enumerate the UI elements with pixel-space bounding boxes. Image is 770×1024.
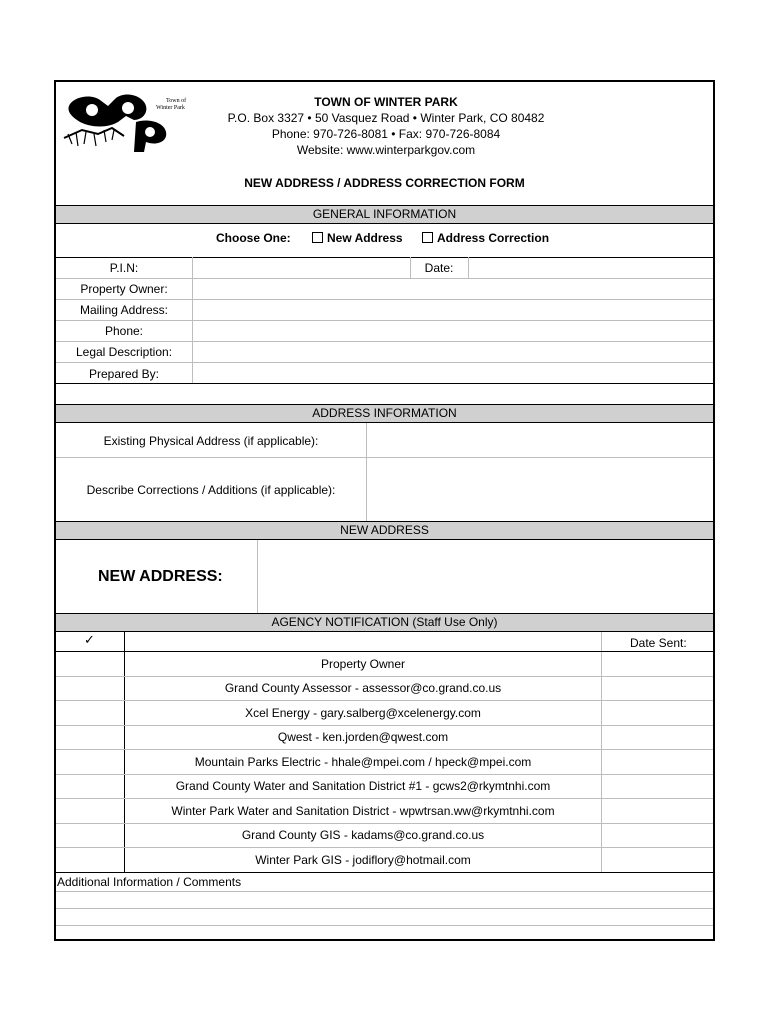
new-address-label: NEW ADDRESS: (98, 568, 223, 585)
logo-text-line1: Town of (166, 98, 187, 104)
agency-section-title: AGENCY NOTIFICATION (Staff Use Only) (56, 613, 713, 632)
new-address-section-title: NEW ADDRESS (56, 521, 713, 540)
pin-label: P.I.N: (109, 261, 139, 275)
agency-row: Qwest - ken.jorden@qwest.com (277, 730, 449, 744)
address-correction-option-label: Address Correction (437, 231, 550, 245)
org-website: Website: www.winterparkgov.com (296, 143, 476, 157)
agency-row: Xcel Energy - gary.salberg@xcelenergy.com (245, 706, 481, 720)
date-label: Date: (424, 261, 454, 275)
prepared-by-field[interactable] (193, 363, 713, 383)
corrections-field[interactable] (367, 458, 713, 520)
new-address-field[interactable] (258, 541, 713, 613)
agency-row: Grand County GIS - kadams@co.grand.co.us (241, 828, 485, 842)
agency-row: Grand County Assessor - assessor@co.grand.co.us (224, 681, 502, 695)
address-section-title: ADDRESS INFORMATION (56, 404, 713, 423)
mailing-address-field[interactable] (193, 300, 713, 320)
legal-description-field[interactable] (193, 342, 713, 362)
address-correction-checkbox[interactable] (422, 232, 433, 243)
new-address-option[interactable] (312, 231, 403, 245)
prepared-by-label: Prepared By: (88, 367, 160, 381)
date-field[interactable] (469, 258, 713, 278)
existing-address-field[interactable] (367, 424, 713, 457)
comments-field[interactable] (56, 892, 713, 939)
address-form (54, 80, 715, 941)
org-phone: Phone: 970-726-8081 • Fax: 970-726-8084 (271, 127, 501, 141)
org-header (186, 94, 586, 158)
corrections-label: Describe Corrections / Additions (if applicable): (86, 483, 336, 497)
property-owner-field[interactable] (193, 279, 713, 299)
mailing-address-label: Mailing Address: (79, 303, 169, 317)
org-name: TOWN OF WINTER PARK (314, 95, 458, 109)
town-logo (62, 90, 194, 152)
date-sent-label: Date Sent: (630, 636, 687, 650)
agency-row: Winter Park Water and Sanitation District - wpwtrsan.ww@rkymtnhi.com (171, 804, 555, 818)
logo-text-line2: Winter Park (156, 105, 185, 111)
legal-description-label: Legal Description: (75, 345, 173, 359)
new-address-checkbox[interactable] (312, 232, 323, 243)
pin-field[interactable] (193, 258, 409, 278)
address-correction-option[interactable] (422, 231, 549, 245)
agency-row: Winter Park GIS - jodiflory@hotmail.com (255, 853, 471, 867)
form-title: NEW ADDRESS / ADDRESS CORRECTION FORM (244, 176, 525, 190)
comments-label: Additional Information / Comments (57, 875, 242, 889)
phone-label: Phone: (104, 324, 144, 338)
property-owner-label: Property Owner: (80, 282, 168, 296)
new-address-option-label: New Address (327, 231, 403, 245)
phone-field[interactable] (193, 321, 713, 341)
existing-address-label: Existing Physical Address (if applicable): (103, 434, 319, 448)
agency-row: Grand County Water and Sanitation District #1 - gcws2@rkymtnhi.com (175, 779, 551, 793)
agency-row: Mountain Parks Electric - hhale@mpei.com / hpeck@mpei.com (194, 755, 532, 769)
org-address: P.O. Box 3327 • 50 Vasquez Road • Winter Park, CO 80482 (227, 111, 545, 125)
general-section-title: GENERAL INFORMATION (56, 205, 713, 224)
agency-row: Property Owner (320, 657, 406, 671)
choose-one-label: Choose One: (216, 231, 291, 245)
check-mark-icon: ✓ (84, 633, 95, 648)
